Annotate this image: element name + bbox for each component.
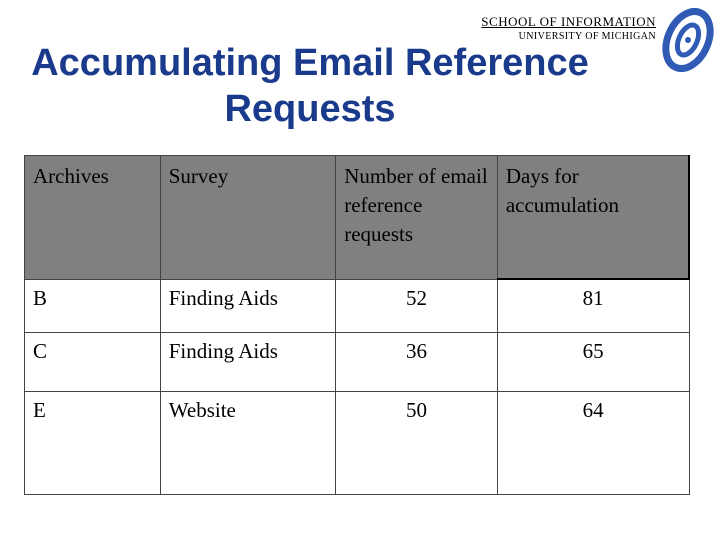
umich-si-logo-icon — [652, 2, 714, 72]
university-name: UNIVERSITY OF MICHIGAN — [518, 31, 656, 42]
cell-archive: C — [25, 333, 161, 392]
cell-requests: 50 — [336, 392, 498, 495]
table-row — [25, 333, 690, 392]
cell-days: 65 — [497, 333, 689, 392]
header-days-accumulation: Days for accumulation — [497, 156, 689, 280]
header-survey: Survey — [160, 156, 335, 280]
cell-requests: 36 — [336, 333, 498, 392]
email-requests-table — [24, 155, 690, 495]
cell-survey: Finding Aids — [160, 333, 335, 392]
table-row — [25, 392, 690, 495]
table-header-row — [25, 156, 690, 280]
cell-days: 64 — [497, 392, 689, 495]
slide-title-line2: Requests — [224, 88, 396, 130]
header-branding — [481, 14, 656, 42]
header-archives: Archives — [25, 156, 161, 280]
cell-days: 81 — [497, 279, 689, 333]
school-name: SCHOOL OF INFORMATION — [481, 14, 656, 29]
cell-survey: Finding Aids — [160, 279, 335, 333]
slide-title-line1: Accumulating Email Reference — [31, 42, 589, 84]
cell-archive: B — [25, 279, 161, 333]
cell-requests: 52 — [336, 279, 498, 333]
table-row — [25, 279, 690, 333]
slide-title — [10, 40, 610, 132]
cell-archive: E — [25, 392, 161, 495]
cell-survey: Website — [160, 392, 335, 495]
header-number-requests: Number of email reference requests — [336, 156, 498, 280]
